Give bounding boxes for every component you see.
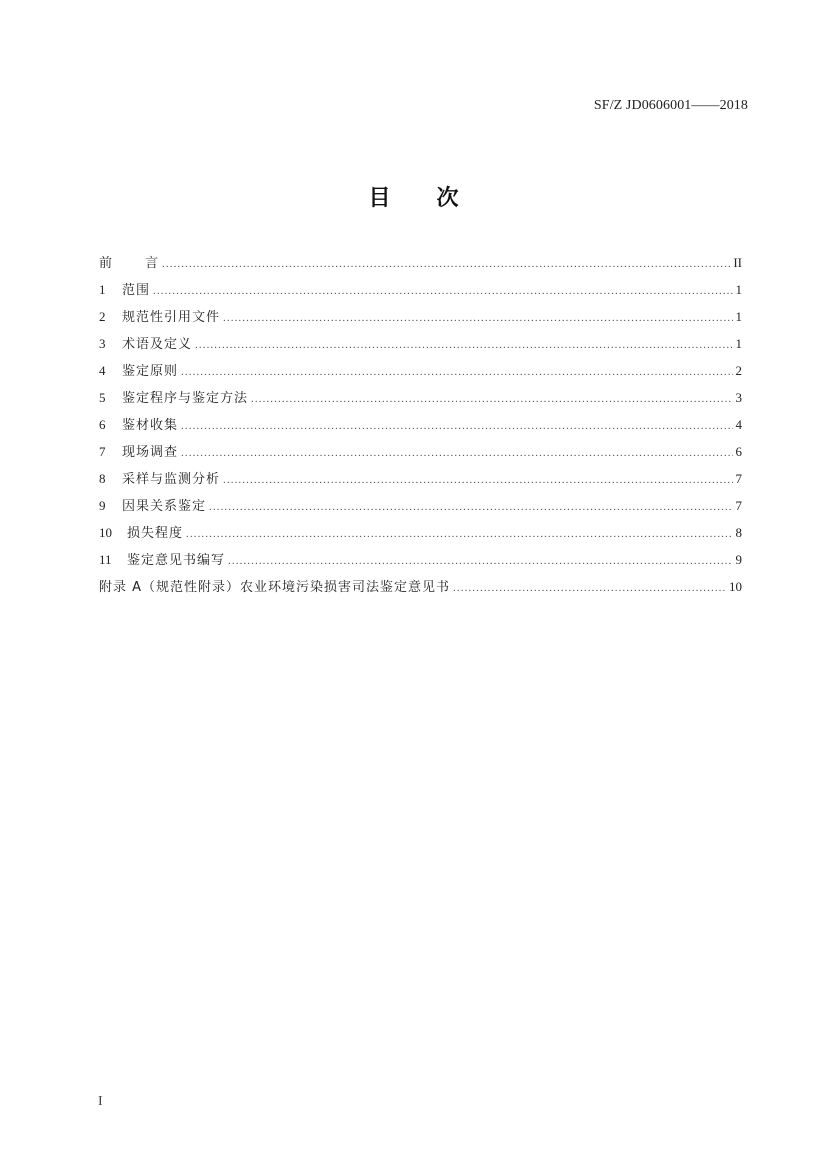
toc-entry-page: 3: [735, 390, 742, 405]
toc-entry-page: II: [733, 255, 742, 270]
toc-entry-number: 2: [99, 309, 106, 324]
dot-leader: [251, 389, 732, 409]
toc-entry-label: 因果关系鉴定: [122, 499, 207, 514]
toc-entry-page: 1: [735, 336, 742, 351]
toc-entry-label: 损失程度: [127, 526, 184, 541]
toc-entry-number: 10: [99, 525, 112, 540]
dot-leader: [162, 254, 730, 274]
toc-entry-page: 2: [735, 363, 742, 378]
page-title: [0, 181, 827, 212]
dot-leader: [153, 281, 732, 301]
toc-entry-number: 4: [99, 363, 106, 378]
toc-entry-label: 规范性引用文件: [122, 310, 221, 325]
toc-entry-label-2: 言: [145, 256, 160, 271]
toc-entry-label: 前: [99, 256, 114, 271]
toc-entry-label: 鉴定意见书编写: [127, 553, 226, 568]
toc-entry-number: 9: [99, 498, 106, 513]
toc-entry-number: 6: [99, 417, 106, 432]
toc-entry-page: 8: [735, 525, 742, 540]
toc-entry-scope[interactable]: [99, 280, 742, 307]
dot-leader: [181, 416, 732, 436]
dot-leader: [453, 578, 726, 598]
toc-entry-number: 8: [99, 471, 106, 486]
dot-leader: [209, 497, 732, 517]
toc-entry-loss-degree[interactable]: [99, 523, 742, 550]
toc-entry-page: 1: [735, 309, 742, 324]
toc-entry-page: 1: [735, 282, 742, 297]
toc-entry-normative-references[interactable]: [99, 307, 742, 334]
dot-leader: [181, 443, 732, 463]
dot-leader: [228, 551, 732, 571]
toc-entry-label: 鉴定原则: [122, 364, 179, 379]
dot-leader: [223, 470, 732, 490]
toc-entry-causality[interactable]: [99, 496, 742, 523]
toc-entry-page: 7: [735, 471, 742, 486]
toc-entry-label: 鉴材收集: [122, 418, 179, 433]
footer-page-number: I: [98, 1094, 103, 1109]
dot-leader: [186, 524, 732, 544]
table-of-contents: [99, 253, 742, 604]
toc-entry-foreword[interactable]: [99, 253, 742, 280]
toc-entry-principles[interactable]: [99, 361, 742, 388]
toc-entry-label: 附录 A（规范性附录）农业环境污染损害司法鉴定意见书: [99, 580, 451, 595]
toc-entry-page: 10: [729, 579, 742, 594]
toc-entry-label: 范围: [122, 283, 151, 298]
dot-leader: [195, 335, 732, 355]
toc-entry-label: 采样与监测分析: [122, 472, 221, 487]
toc-entry-label: 鉴定程序与鉴定方法: [122, 391, 249, 406]
toc-entry-appendix-a[interactable]: [99, 577, 742, 604]
toc-entry-number: 3: [99, 336, 106, 351]
toc-entry-site-investigation[interactable]: [99, 442, 742, 469]
toc-entry-page: 6: [735, 444, 742, 459]
toc-entry-number: 7: [99, 444, 106, 459]
toc-entry-sampling-analysis[interactable]: [99, 469, 742, 496]
toc-entry-page: 7: [735, 498, 742, 513]
toc-entry-procedures-methods[interactable]: [99, 388, 742, 415]
toc-entry-number: 1: [99, 282, 106, 297]
toc-entry-number: 5: [99, 390, 106, 405]
toc-entry-number: 11: [99, 552, 112, 567]
dot-leader: [181, 362, 732, 382]
toc-entry-label: 术语及定义: [122, 337, 193, 352]
toc-entry-opinion-writing[interactable]: [99, 550, 742, 577]
title-part-2: 次: [436, 186, 459, 211]
toc-entry-terms-definitions[interactable]: [99, 334, 742, 361]
standard-code: SF/Z JD0606001——2018: [593, 98, 748, 113]
toc-entry-page: 4: [735, 417, 742, 432]
toc-entry-label: 现场调查: [122, 445, 179, 460]
toc-entry-page: 9: [735, 552, 742, 567]
title-part-1: 目: [368, 186, 391, 211]
dot-leader: [223, 308, 732, 328]
toc-entry-material-collection[interactable]: [99, 415, 742, 442]
